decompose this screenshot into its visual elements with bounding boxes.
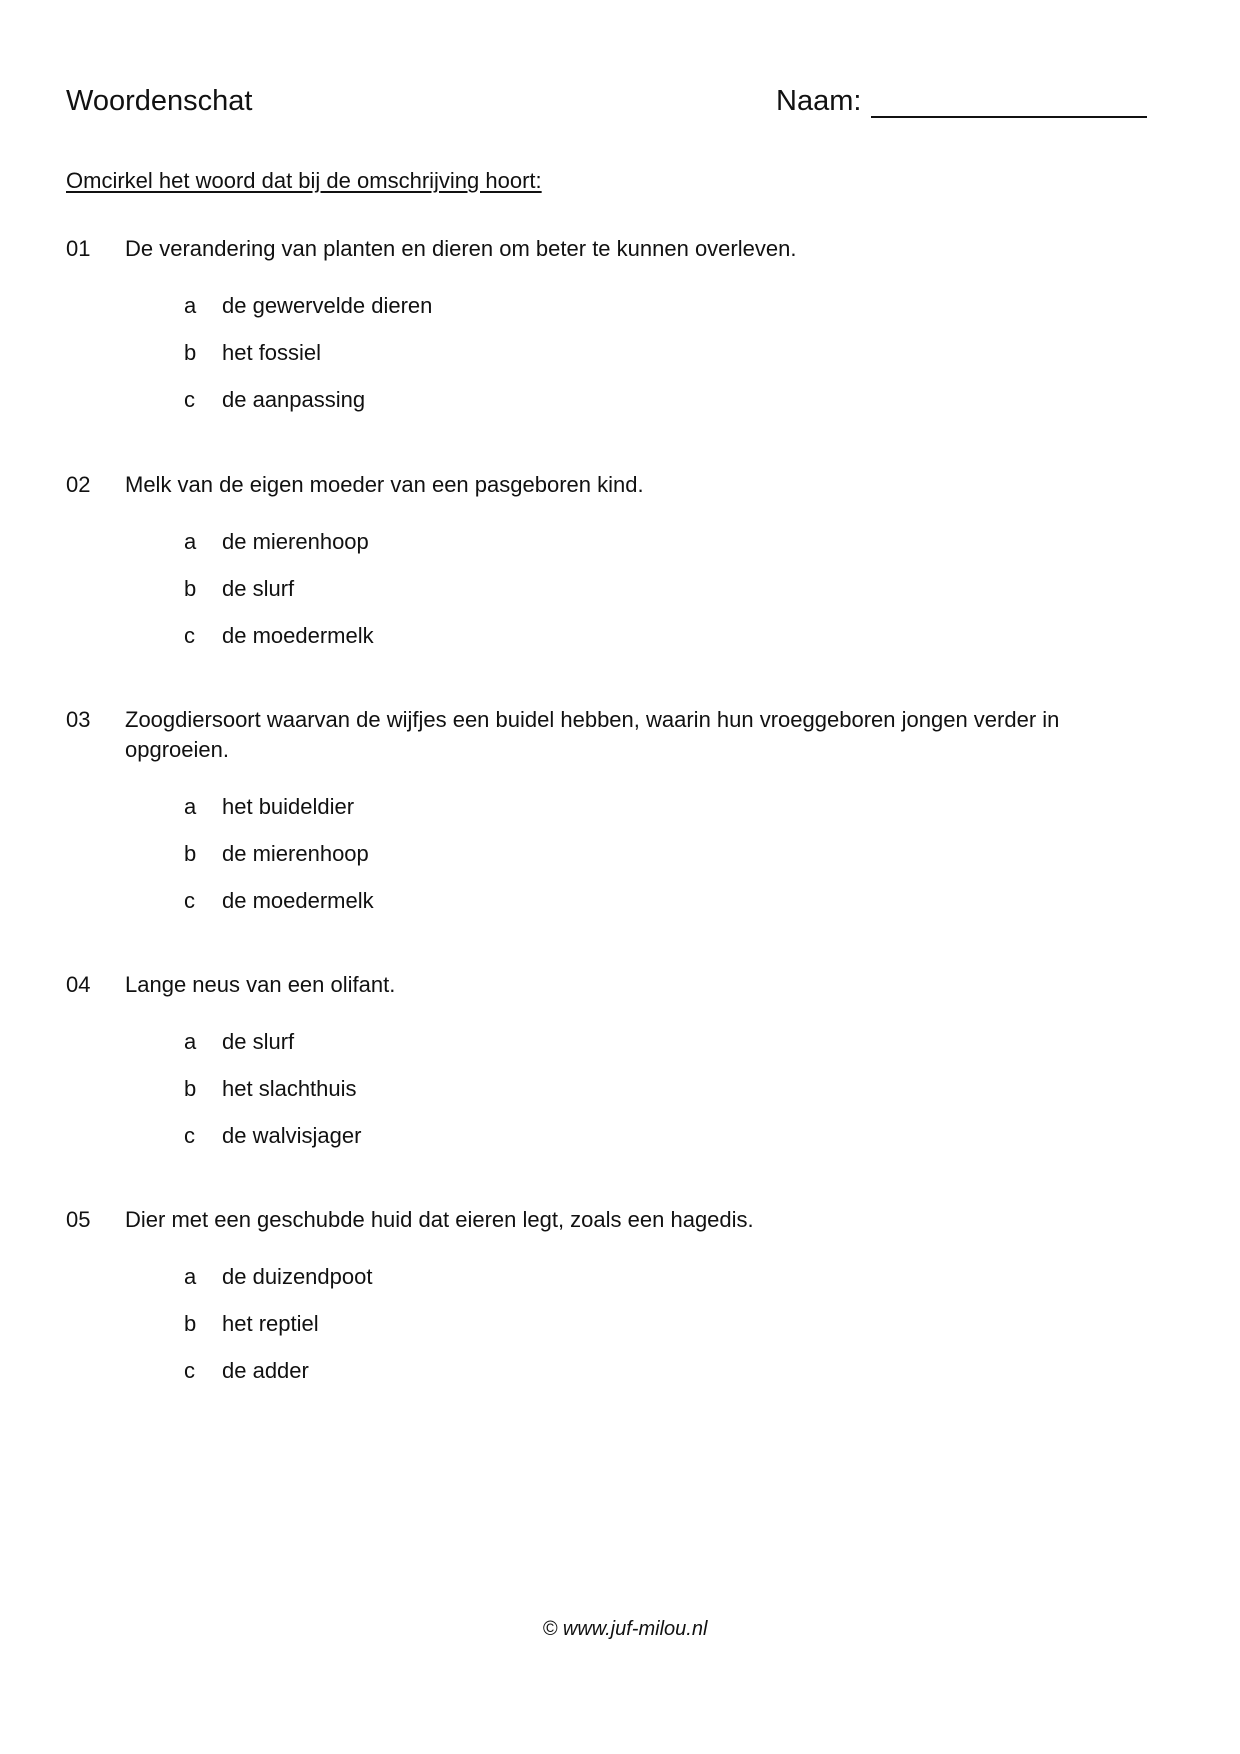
option-text: het buideldier <box>222 794 355 819</box>
option-text: de duizendpoot <box>222 1264 373 1289</box>
option-letter: c <box>184 387 195 412</box>
question-number: 01 <box>66 236 91 261</box>
option-letter: b <box>184 1311 197 1336</box>
option-text: het fossiel <box>222 340 322 365</box>
question-text: Dier met een geschubde huid dat eieren legt, zoals een hagedis. <box>125 1207 754 1232</box>
option-letter: b <box>184 1076 197 1101</box>
option-letter: a <box>184 529 197 554</box>
question-text: Zoogdiersoort waarvan de wijfjes een buidel hebben, waarin hun vroeggeboren jongen verder in opgroeien. <box>125 707 1060 762</box>
question-text: Lange neus van een olifant. <box>125 972 396 997</box>
name-label: Naam: <box>776 85 862 117</box>
page-title: Woordenschat <box>66 85 253 117</box>
option-text: de moedermelk <box>222 888 374 913</box>
name-field <box>776 84 1147 118</box>
option-letter: c <box>184 888 195 913</box>
option-letter: a <box>184 1264 197 1289</box>
option-letter: c <box>184 1123 195 1148</box>
instruction-text: Omcirkel het woord dat bij de omschrijving hoort: <box>66 168 542 193</box>
option-letter: a <box>184 1029 197 1054</box>
option-letter: a <box>184 794 197 819</box>
option-text: de moedermelk <box>222 623 374 648</box>
question-text: De verandering van planten en dieren om beter te kunnen overleven. <box>125 236 797 261</box>
question-number: 05 <box>66 1207 91 1232</box>
question-number: 03 <box>66 707 91 732</box>
option-text: de aanpassing <box>222 387 366 412</box>
option-text: de slurf <box>222 576 295 601</box>
option-text: het reptiel <box>222 1311 319 1336</box>
option-text: het slachthuis <box>222 1076 357 1101</box>
question-number: 02 <box>66 472 91 497</box>
footer-copyright: © www.juf-milou.nl <box>542 1618 708 1640</box>
option-text: de mierenhoop <box>222 529 369 554</box>
option-letter: c <box>184 1358 195 1383</box>
question-number: 04 <box>66 972 91 997</box>
option-letter: c <box>184 623 195 648</box>
option-text: de mierenhoop <box>222 841 369 866</box>
question-text: Melk van de eigen moeder van een pasgeboren kind. <box>125 472 644 497</box>
option-letter: b <box>184 340 197 365</box>
option-text: de adder <box>222 1358 309 1383</box>
option-text: de gewervelde dieren <box>222 293 433 318</box>
option-text: de slurf <box>222 1029 295 1054</box>
option-letter: a <box>184 293 197 318</box>
option-letter: b <box>184 841 197 866</box>
option-letter: b <box>184 576 197 601</box>
name-blank-line <box>871 90 1147 118</box>
option-text: de walvisjager <box>222 1123 362 1148</box>
